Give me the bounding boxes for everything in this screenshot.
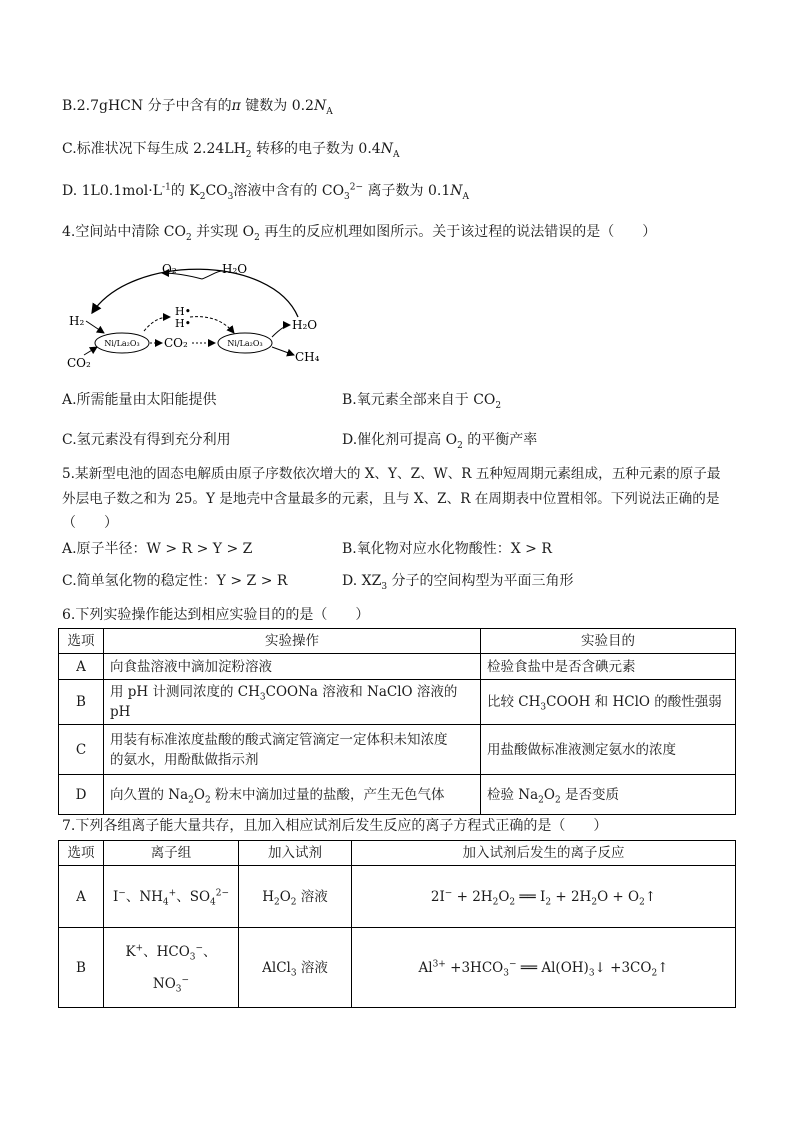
table-header-row bbox=[59, 629, 736, 654]
q4-option-a: A.所需能量由太阳能提供 bbox=[62, 392, 217, 408]
goal-cell: 用盐酸做标准液测定氨水的浓度 bbox=[481, 725, 736, 775]
text: 2I bbox=[430, 888, 445, 905]
operation-cell bbox=[104, 725, 481, 775]
q4-option-d bbox=[342, 430, 537, 450]
text: COONa 溶液和 NaClO 溶液的 pH bbox=[110, 684, 458, 720]
q3-option-c bbox=[62, 139, 399, 159]
h-radical-2: H• bbox=[175, 317, 192, 330]
text: 、HCO bbox=[143, 943, 190, 960]
text: 比较 CH bbox=[487, 694, 541, 710]
avogadro-symbol: N bbox=[450, 183, 463, 199]
reagent-cell bbox=[239, 928, 352, 1008]
superscript: − bbox=[195, 943, 204, 953]
q5-stem-line-1: 5.某新型电池的固态电解质由原子序数依次增大的 X、Y、Z、W、R 五种短周期元素组成，五种元素的原子最 bbox=[62, 466, 721, 482]
subscript: 2 bbox=[245, 149, 252, 160]
o2-label: O₂ bbox=[162, 262, 177, 276]
text: 的氨水，用酚酞做指示剂 bbox=[110, 751, 259, 768]
subscript: 2 bbox=[639, 897, 645, 908]
co2-bottom-label: CO₂ bbox=[67, 356, 91, 370]
precipitate-arrow-icon: ↓ bbox=[594, 959, 606, 976]
text: AlCl bbox=[262, 959, 291, 976]
text: D. 1L0.1mol·L bbox=[62, 183, 163, 199]
option-cell: B bbox=[59, 680, 104, 725]
text: 键数为 0.2 bbox=[240, 98, 314, 114]
subscript: 3 bbox=[227, 191, 234, 202]
text: 分子的空间构型为平面三角形 bbox=[387, 573, 574, 589]
text: +3HCO bbox=[445, 959, 504, 976]
text: 再生的反应机理如图所示。关于该过程的说法错误的是（ ） bbox=[259, 224, 657, 240]
text: B.氧元素全部来自于 CO bbox=[342, 392, 496, 408]
equals-sign: ══ bbox=[516, 959, 542, 976]
subscript: 2 bbox=[188, 795, 194, 806]
subscript: 3 bbox=[540, 702, 547, 713]
header-cell: 离子组 bbox=[104, 841, 239, 866]
avogadro-symbol: N bbox=[380, 141, 393, 157]
pi-symbol: π bbox=[231, 98, 241, 114]
subscript: 2 bbox=[495, 400, 502, 411]
table-row bbox=[59, 866, 736, 928]
text: Al(OH) bbox=[541, 959, 589, 976]
text: O bbox=[498, 888, 510, 905]
goal-cell bbox=[481, 775, 736, 815]
text: 的平衡产率 bbox=[462, 432, 538, 448]
table-row bbox=[59, 654, 736, 680]
superscript: − bbox=[118, 888, 126, 898]
text: O bbox=[193, 786, 205, 803]
ions-line bbox=[110, 942, 232, 962]
header-cell: 加入试剂 bbox=[239, 841, 352, 866]
superscript: + bbox=[135, 943, 144, 953]
option-cell: A bbox=[59, 654, 104, 680]
subscript: 2 bbox=[554, 795, 561, 806]
text: H bbox=[262, 888, 274, 905]
subscript: 2 bbox=[290, 897, 297, 908]
top-arc-arrow bbox=[92, 269, 298, 317]
ions-cell bbox=[104, 866, 239, 928]
h2o-out-arrow bbox=[272, 325, 290, 337]
superscript: 2− bbox=[215, 888, 230, 898]
option-cell: B bbox=[59, 928, 104, 1008]
text: 检验 Na bbox=[487, 786, 539, 803]
subscript: 3 bbox=[189, 952, 196, 963]
gas-arrow-icon: ↑ bbox=[657, 959, 669, 976]
text: + 2H bbox=[551, 888, 592, 905]
q5-option-d bbox=[342, 571, 574, 591]
subscript: 3 bbox=[503, 968, 509, 979]
q5-option-b: B.氧化物对应水化物酸性：X > R bbox=[342, 541, 552, 557]
equation-cell bbox=[352, 866, 736, 928]
text: 溶液 bbox=[296, 959, 328, 976]
subscript: 3 bbox=[175, 984, 182, 995]
header-cell: 选项 bbox=[59, 841, 104, 866]
superscript: 3+ bbox=[432, 959, 446, 969]
text: +3CO bbox=[605, 959, 652, 976]
h2o-branch-line bbox=[202, 271, 222, 279]
q6-stem: 6.下列实验操作能达到相应实验目的的是（ ） bbox=[62, 607, 370, 623]
text: + 2H bbox=[452, 888, 493, 905]
subscript: A bbox=[326, 106, 333, 117]
goal-cell: 检验食盐中是否含碘元素 bbox=[481, 654, 736, 680]
ions-line bbox=[110, 974, 232, 994]
subscript: 2 bbox=[186, 232, 192, 243]
text: Al bbox=[418, 959, 433, 976]
table-row bbox=[59, 725, 736, 775]
co2-input-arrow bbox=[84, 347, 97, 355]
q7-table bbox=[58, 840, 736, 1008]
superscript: -1 bbox=[162, 182, 171, 193]
co2-mid-label: CO₂ bbox=[164, 336, 188, 350]
text: O bbox=[279, 888, 291, 905]
superscript: 2− bbox=[349, 182, 364, 193]
text: 溶液 bbox=[296, 888, 328, 905]
q5-stem-line-2: 外层电子数之和为 25。Y 是地壳中含量最多的元素，且与 X、Z、R 在周期表中位置相邻。下列说法正确的是 bbox=[62, 491, 720, 507]
text: I bbox=[539, 888, 546, 905]
text: 并实现 O bbox=[191, 224, 255, 240]
text: 离子数为 0.1 bbox=[363, 183, 451, 199]
subscript: 3 bbox=[290, 968, 297, 979]
header-cell: 实验目的 bbox=[481, 629, 736, 654]
text: 的 K bbox=[170, 183, 200, 199]
text: 用装有标准浓度盐酸的酸式滴定管滴定一定体积未知浓度 bbox=[110, 731, 448, 748]
subscript: 2 bbox=[509, 897, 516, 908]
reagent-cell bbox=[239, 866, 352, 928]
header-cell: 实验操作 bbox=[104, 629, 481, 654]
superscript: − bbox=[508, 959, 517, 969]
reaction-mechanism-diagram bbox=[62, 255, 362, 375]
text: 4.空间站中清除 CO bbox=[62, 224, 186, 240]
avogadro-symbol: N bbox=[313, 98, 327, 114]
subscript: 2 bbox=[591, 897, 598, 908]
header-cell: 加入试剂后发生的离子反应 bbox=[352, 841, 736, 866]
h-dashed-in bbox=[144, 317, 170, 331]
equation-cell bbox=[352, 928, 736, 1008]
subscript: A bbox=[392, 149, 400, 160]
text: D. XZ bbox=[342, 573, 382, 589]
text: O + O bbox=[597, 888, 640, 905]
goal-cell bbox=[481, 680, 736, 725]
subscript: 4 bbox=[162, 897, 169, 908]
table-row bbox=[59, 775, 736, 815]
h2o-right-label: H₂O bbox=[292, 318, 318, 332]
subscript: 3 bbox=[381, 581, 388, 592]
q3-option-b bbox=[62, 96, 333, 116]
option-cell: D bbox=[59, 775, 104, 815]
q4-option-b bbox=[342, 390, 501, 410]
subscript: 3 bbox=[259, 692, 266, 703]
text: D.催化剂可提高 O bbox=[342, 432, 458, 448]
q6-table bbox=[58, 628, 736, 815]
text: 溶液中含有的 CO bbox=[233, 183, 345, 199]
text: 粉末中滴加过量的盐酸，产生无色气体 bbox=[210, 786, 445, 803]
ch4-label: CH₄ bbox=[295, 350, 320, 364]
h-radical-1: H• bbox=[175, 305, 192, 318]
subscript: 3 bbox=[344, 191, 350, 202]
catalyst-left-label: Ni/La₂O₃ bbox=[104, 339, 140, 348]
catalyst-right-label: Ni/La₂O₃ bbox=[227, 339, 263, 348]
subscript: 2 bbox=[204, 795, 211, 806]
text: CO bbox=[205, 183, 228, 199]
subscript: 2 bbox=[254, 232, 260, 243]
operation-cell: 向食盐溶液中滴加淀粉溶液 bbox=[104, 654, 481, 680]
text: 、 bbox=[203, 943, 217, 960]
operation-cell bbox=[104, 775, 481, 815]
subscript: A bbox=[462, 191, 469, 202]
text: COOH 和 HClO 的酸性强弱 bbox=[546, 694, 722, 710]
h2o-top-label: H₂O bbox=[222, 262, 248, 276]
text: O bbox=[543, 786, 555, 803]
subscript: 2 bbox=[199, 191, 206, 202]
equals-sign: ══ bbox=[515, 888, 540, 905]
text: 、NH bbox=[125, 888, 163, 905]
q4-stem bbox=[62, 222, 656, 242]
ions-cell bbox=[104, 928, 239, 1008]
q4-option-c: C.氢元素没有得到充分利用 bbox=[62, 432, 231, 448]
gas-arrow-icon: ↑ bbox=[644, 888, 657, 905]
text: K bbox=[125, 943, 136, 960]
text: NO bbox=[152, 975, 176, 992]
text: 转移的电子数为 0.4 bbox=[251, 141, 381, 157]
q5-stem-line-3: （ ） bbox=[62, 515, 118, 531]
text: 是否变质 bbox=[560, 786, 619, 803]
text: 用 pH 计测同浓度的 CH bbox=[110, 684, 260, 700]
table-row bbox=[59, 928, 736, 1008]
operation-cell bbox=[104, 680, 481, 725]
h2-arrow bbox=[86, 321, 104, 333]
subscript: 2 bbox=[538, 795, 544, 806]
header-cell: 选项 bbox=[59, 629, 104, 654]
table-header-row bbox=[59, 841, 736, 866]
text: B.2.7gHCN 分子中含有的 bbox=[62, 98, 232, 114]
subscript: 2 bbox=[457, 440, 463, 451]
text: 、SO bbox=[176, 888, 211, 905]
subscript: 2 bbox=[273, 897, 280, 908]
text: I bbox=[112, 888, 119, 905]
h-dashed-out bbox=[190, 317, 234, 333]
h2-label: H₂ bbox=[69, 314, 85, 328]
subscript: 2 bbox=[545, 897, 552, 908]
table-row bbox=[59, 680, 736, 725]
superscript: + bbox=[168, 888, 177, 898]
option-cell: A bbox=[59, 866, 104, 928]
superscript: − bbox=[444, 888, 453, 898]
q5-option-a: A.原子半径：W > R > Y > Z bbox=[62, 541, 253, 557]
subscript: 2 bbox=[492, 897, 499, 908]
option-cell: C bbox=[59, 725, 104, 775]
q3-option-d bbox=[62, 181, 469, 201]
text: 向久置的 Na bbox=[110, 786, 189, 803]
superscript: − bbox=[181, 975, 190, 985]
ch4-out-arrow bbox=[272, 347, 294, 355]
q5-option-c: C.简单氢化物的稳定性：Y > Z > R bbox=[62, 573, 288, 589]
text: C.标准状况下每生成 2.24LH bbox=[62, 141, 246, 157]
subscript: 4 bbox=[210, 897, 216, 908]
q7-stem: 7.下列各组离子能大量共存，且加入相应试剂后发生反应的离子方程式正确的是（ ） bbox=[62, 818, 608, 834]
subscript: 2 bbox=[651, 968, 658, 979]
subscript: 3 bbox=[588, 968, 595, 979]
